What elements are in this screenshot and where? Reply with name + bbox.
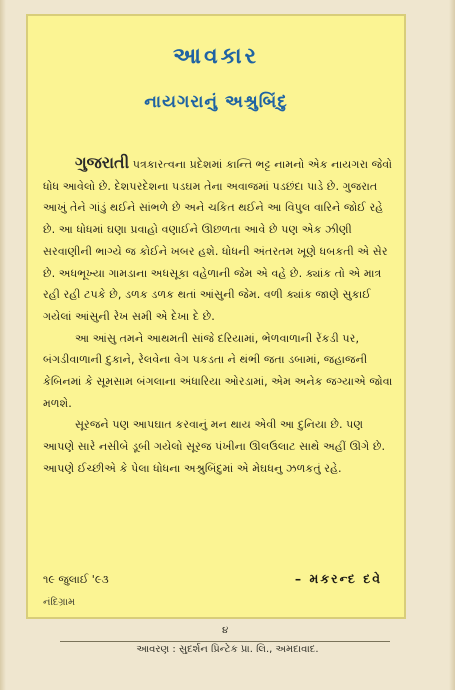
foreword-box (26, 14, 406, 619)
paragraph-3: સૂરજને પણ આપઘાત કરવાનું મન થાય એવી આ દુનિયા છે. પણ આપણે સારે નસીબે ડૂબી ગયેલો સૂરજ પંખીના ઊલઉલાટ સાથે અહીં ઊગે છે. આપણે ઈચ્છીએ કે પેલા ધોધના અશ્રુબિંદુમાં એ મેઘધનુ ઝળકતું રહે. (43, 418, 386, 475)
author-name: – મકરન્દ દવે (294, 571, 382, 586)
paragraph-1 (43, 152, 393, 328)
printer-credit: આવરણ : સુદર્શન પ્રિન્ટેક પ્રા. લિ., અમદાવાદ. (136, 644, 319, 655)
paragraph-2: આ આંસુ તમને આથમતી સાંજે દરિયામાં, ભેળવાળાની રેંકડી પર, બંગડીવાળાની દુકાને, રેલવેના વેગ પકડતા ને થંભી જતા ડબામાં, જહાજની કેબિનમાં કે સૂમસામ બંગલાના અંધારિયા ઓરડામાં, એમ અનેક જગ્યાએ જોવા મળશે. (43, 331, 393, 410)
footer-divider (60, 641, 390, 642)
section-title: આવકાર (173, 44, 259, 69)
foreword-body (43, 152, 393, 480)
page-number: ૪ (222, 625, 229, 636)
lead-word: ગુજરાતી (75, 153, 130, 172)
section-subtitle: નાયગરાનું અશ્રુબિંદુ (144, 92, 288, 112)
signature-date: ૧૯ જુલાઈ '૯૩ (43, 573, 109, 586)
paragraph-1-text: પત્રકારત્વના પ્રદેશમાં કાન્તિ ભટ્ટ નામનો એક નાયગરા જેવો ધોધ આવેલો છે. દેશપરદેશના પડઘમ તેના અવાજમાં પડછંદા પાડે છે. ગુજરાત આખું તેને ગાંડું થઈને સાંભળે છે અને ચકિત થઈને આ વિપુલ વારિને જોઈ રહે છે. આ ધોધમાં ઘણા પ્રવાહો વણાઈને ઊછળતા આવે છે પણ એક ઝીણી સરવાણીની ભાગ્યે જ કોઈને ખબર હશે. ધોધની અંતરતમ ખૂણે ધબકતી એ સેર છે. અધભૂખ્યા ગામડાના અધસૂકા વહેળાની જેમ એ વહે છે. ક્યાંક તો એ માત્ર રહી રહી ટપકે છે, ડળક ડળક થતાં આંસુની જેમ. વળી ક્યાંક જાણે સુકાઈ ગયેલાં આંસુની રેખ સમી એ દેખા દે છે. (43, 158, 393, 323)
signature-place: નંદિગ્રામ (43, 597, 76, 608)
